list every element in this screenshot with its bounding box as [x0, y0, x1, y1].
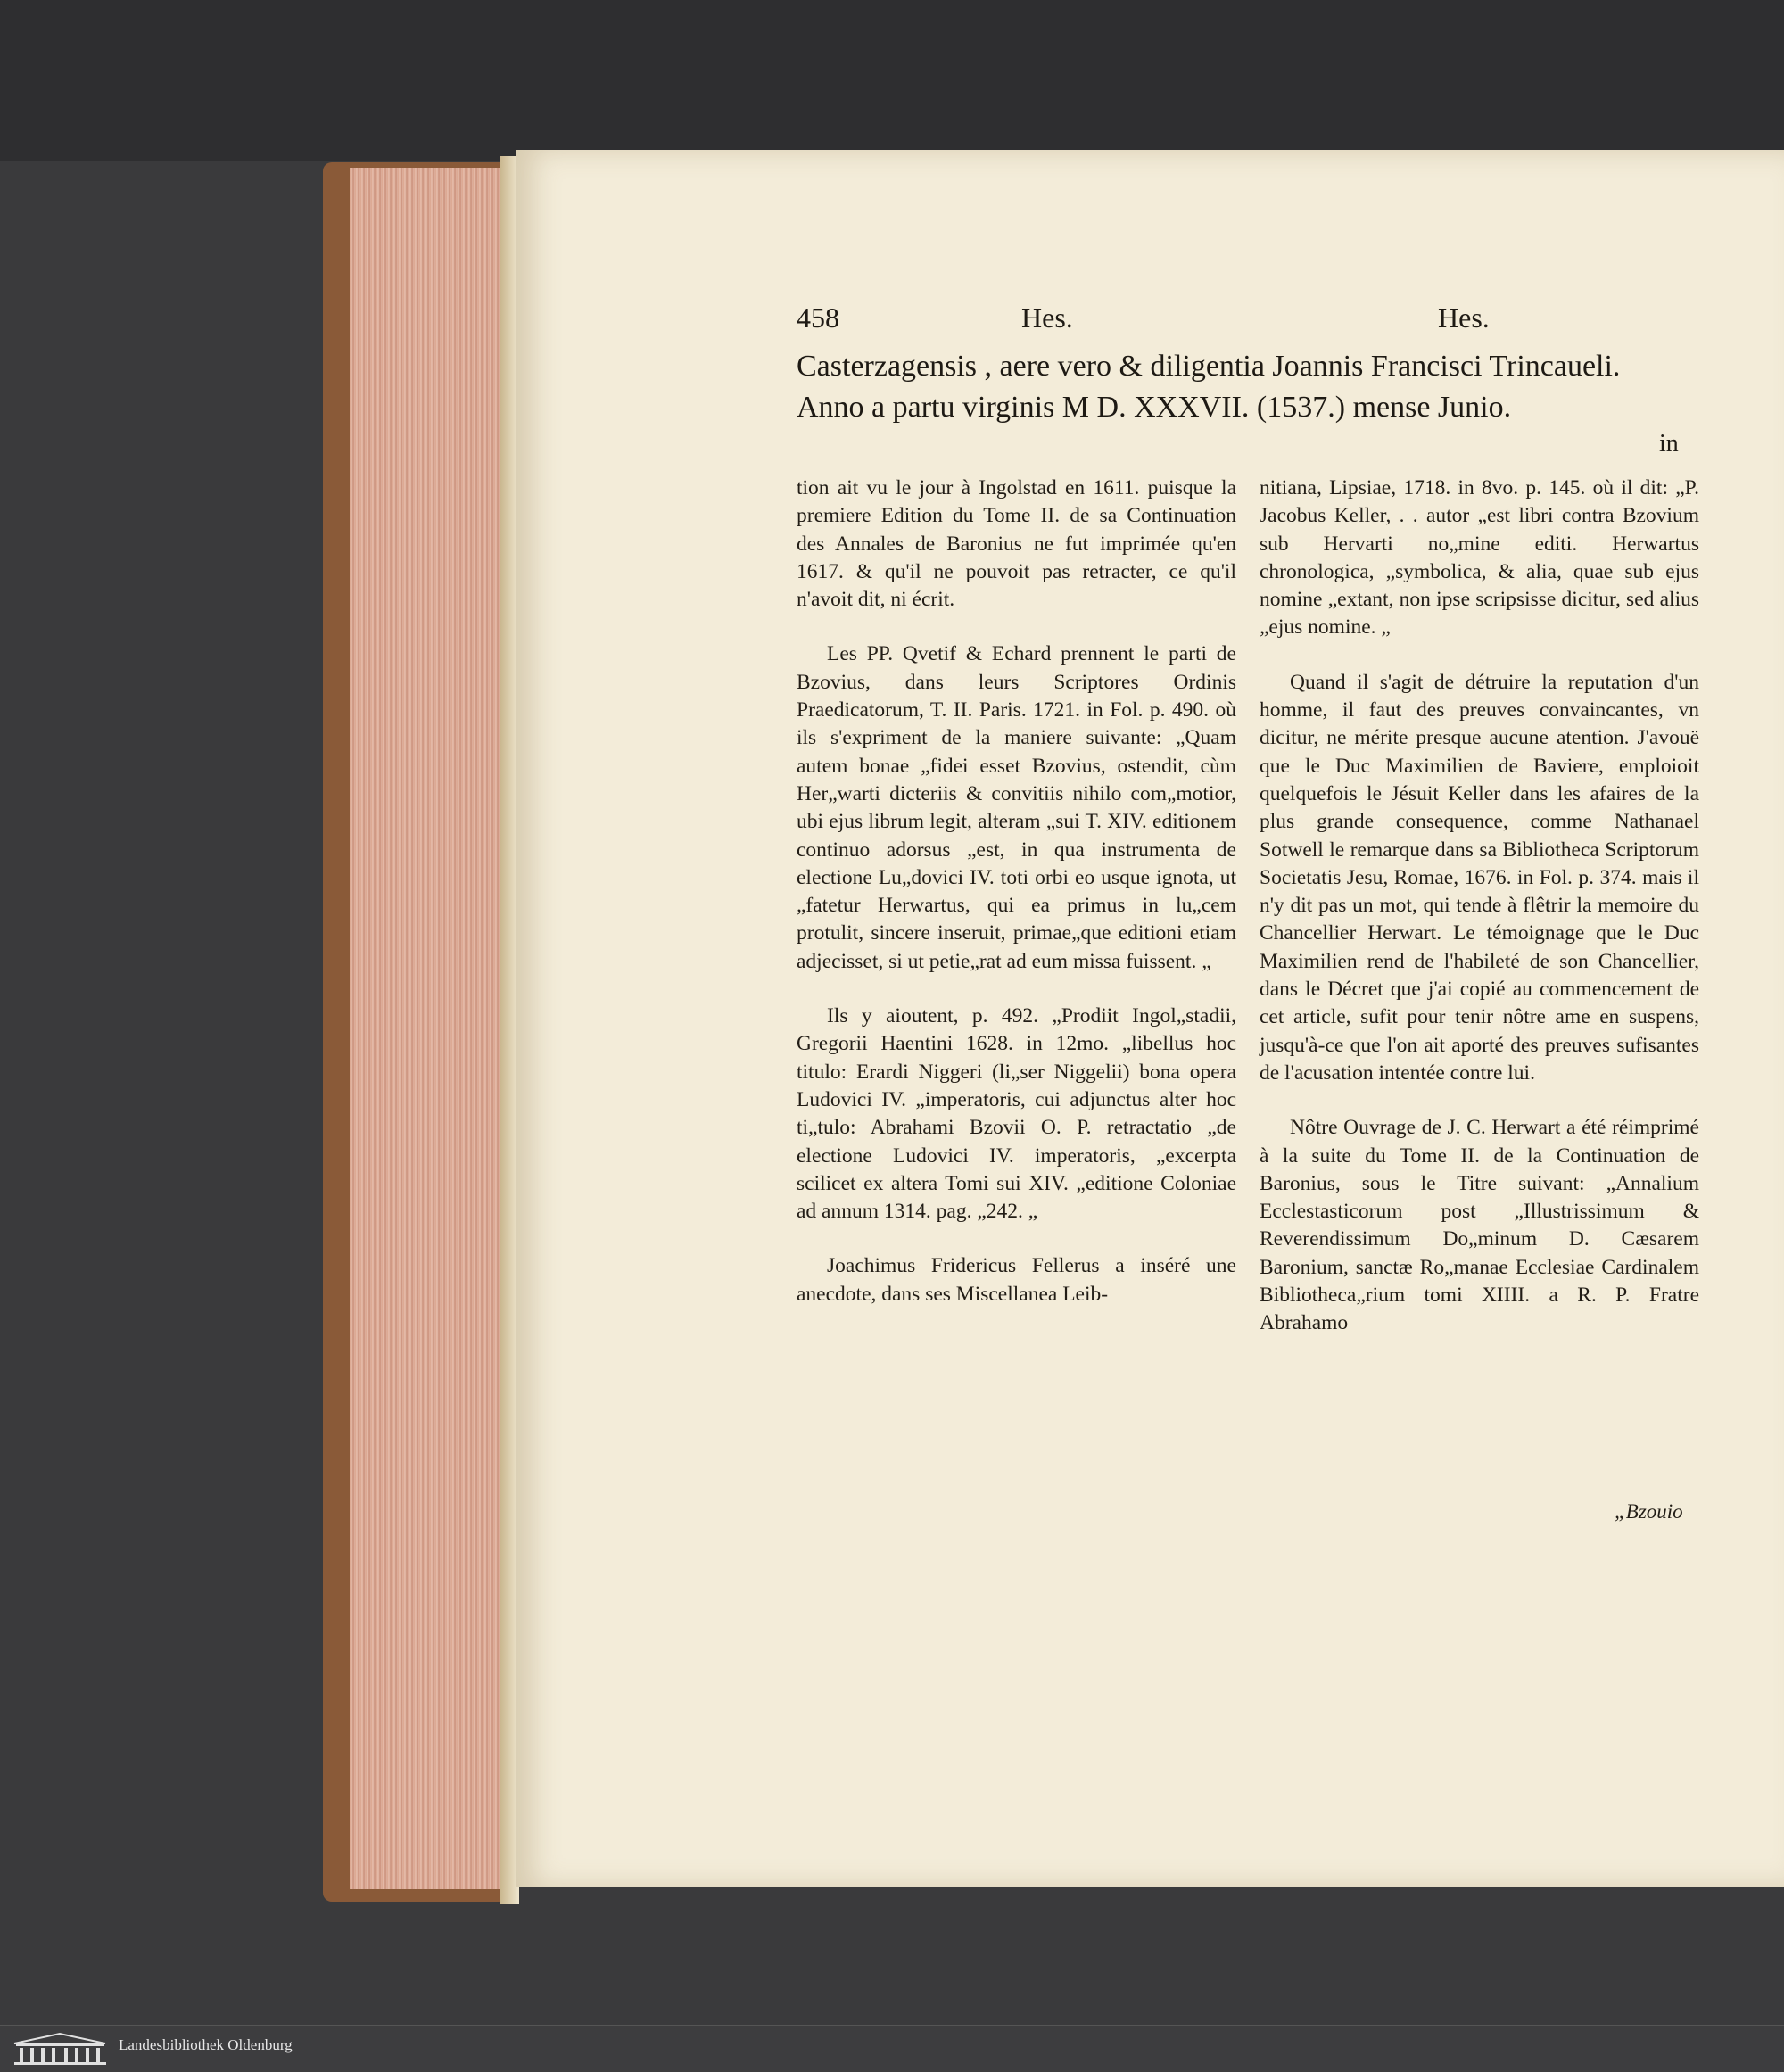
left-text-column — [797, 475, 1236, 1308]
running-head-left: Hes. — [1021, 301, 1073, 334]
footer-bar — [0, 2025, 1784, 2072]
background-top — [0, 0, 1784, 161]
left-paragraph-1: tion ait vu le jour à Ingolstad en 1611. puisque la premiere Edition du Tome II. de sa Continuation des Annales de Baronius ne fut imprimée qu'en 1617. & qu'il ne pouvoit pas retracter, ce qu'il n'avoit dit, ni écrit. — [797, 476, 1236, 612]
right-paragraph-2: Quand il s'agit de détruire la reputation d'un homme, il faut des preuves convaincantes, vn dicitur, ne mérite presque aucune atention. J'avouë que le Duc Maximilien de Baviere, emploioit quelquefois le Jésuit Keller dans les afaires de la plus grande consequence, comme Nathanael Sotwell le remarque dans sa Bibliotheca Scriptorum Societatis Jesu, Romae, 1676. in Fol. p. 374. mais il n'y dit pas un mot, qui tende à flêtrir la memoire du Chancellier Herwart. Le témoignage que le Duc Maximilien rend de l'habileté de son Chancellier, dans le Décret que j'ai copié au commencement de cet article, sufit pour tenir nôtre ame en suspens, jusqu'à-ce que l'on ait aporté des preuves sufisantes de l'acusation intentée contre lui. — [1260, 670, 1699, 1085]
page-number: 458 — [797, 301, 839, 334]
left-paragraph-3: Ils y aioutent, p. 492. „Prodiit Ingol„stadii, Gregorii Haentini 1628. in 12mo. „libellus hoc titulo: Erardi Niggeri (li„ser Niggelii) bona opera Ludovici IV. „imperatoris, cui adjunctus alter hoc ti„tulo: Abrahami Bzovii O. P. retractatio „de electione Ludovici IV. imperatoris, „excerpta scilicet ex altera Tomi sui XIV. „editione Coloniae ad annum 1314. pag. „242. „ — [797, 1004, 1236, 1224]
library-name: Landesbibliothek Oldenburg — [119, 2036, 293, 2053]
left-paragraph-4: Joachimus Fridericus Fellerus a inséré une anecdote, dans ses Miscellanea Leib- — [797, 1254, 1236, 1306]
left-paragraph-2: Les PP. Qvetif & Echard prennent le parti de Bzovius, dans leurs Scriptores Ordinis Praedicatorum, T. II. Paris. 1721. in Fol. p. 490. où ils s'expriment de la maniere suivante: „Quam autem bonae „fidei esset Bzovius, ostendit, cùm Her„warti dicteriis & convitiis nihilo com„motior, ubi ejus librum legit, alteram „sui T. XIV. editionem continuo adorsus „est, in qua instrumenta de electione Lu„dovici IV. toti orbi eo usque ignota, ut „fatetur Herwartus, qui ea primus in lu„cem protulit, sincere inseruit, primae„que editioni etiam adjecisset, si ut petie„rat ad eum missa fuissent. „ — [797, 642, 1236, 973]
right-paragraph-3: Nôtre Ouvrage de J. C. Herwart a été réimprimé à la suite du Tome II. de la Continuation de Baronius, sous le Titre suivant: „Annalium Ecclestasticorum post „Illustrissimum & Reverendissimum Do„minum D. Cæsarem Baronium, sanctæ Ro„manae Ecclesiae Cardinalem Bibliotheca„rium tomi XIIII. a R. P. Fratre Abrahamo — [1260, 1116, 1699, 1335]
running-head-right: Hes. — [1438, 301, 1490, 334]
right-paragraph-1: nitiana, Lipsiae, 1718. in 8vo. p. 145. où il dit: „P. Jacobus Keller, . . autor „est libri contra Bzovium sub Hervarti no„mine editi. Herwartus chronologica, „symbolica, & alia, quae sub ejus nomine „extant, non ipse scripsisse dicitur, sed alius „ejus nomine. „ — [1260, 476, 1699, 640]
catchword-top: in — [1659, 430, 1679, 458]
catchword-bottom: „Bzouio — [1615, 1500, 1683, 1523]
colophon-line-1: Casterzagensis , aere vero & diligentia Joannis Francisci Trincaueli. — [797, 350, 1621, 383]
colophon-line-2: Anno a partu virginis M D. XXXVII. (1537.) mense Junio. — [797, 391, 1512, 424]
library-building-icon — [9, 2031, 112, 2067]
right-text-column — [1260, 475, 1699, 1338]
page-stack-edge — [350, 168, 510, 1889]
